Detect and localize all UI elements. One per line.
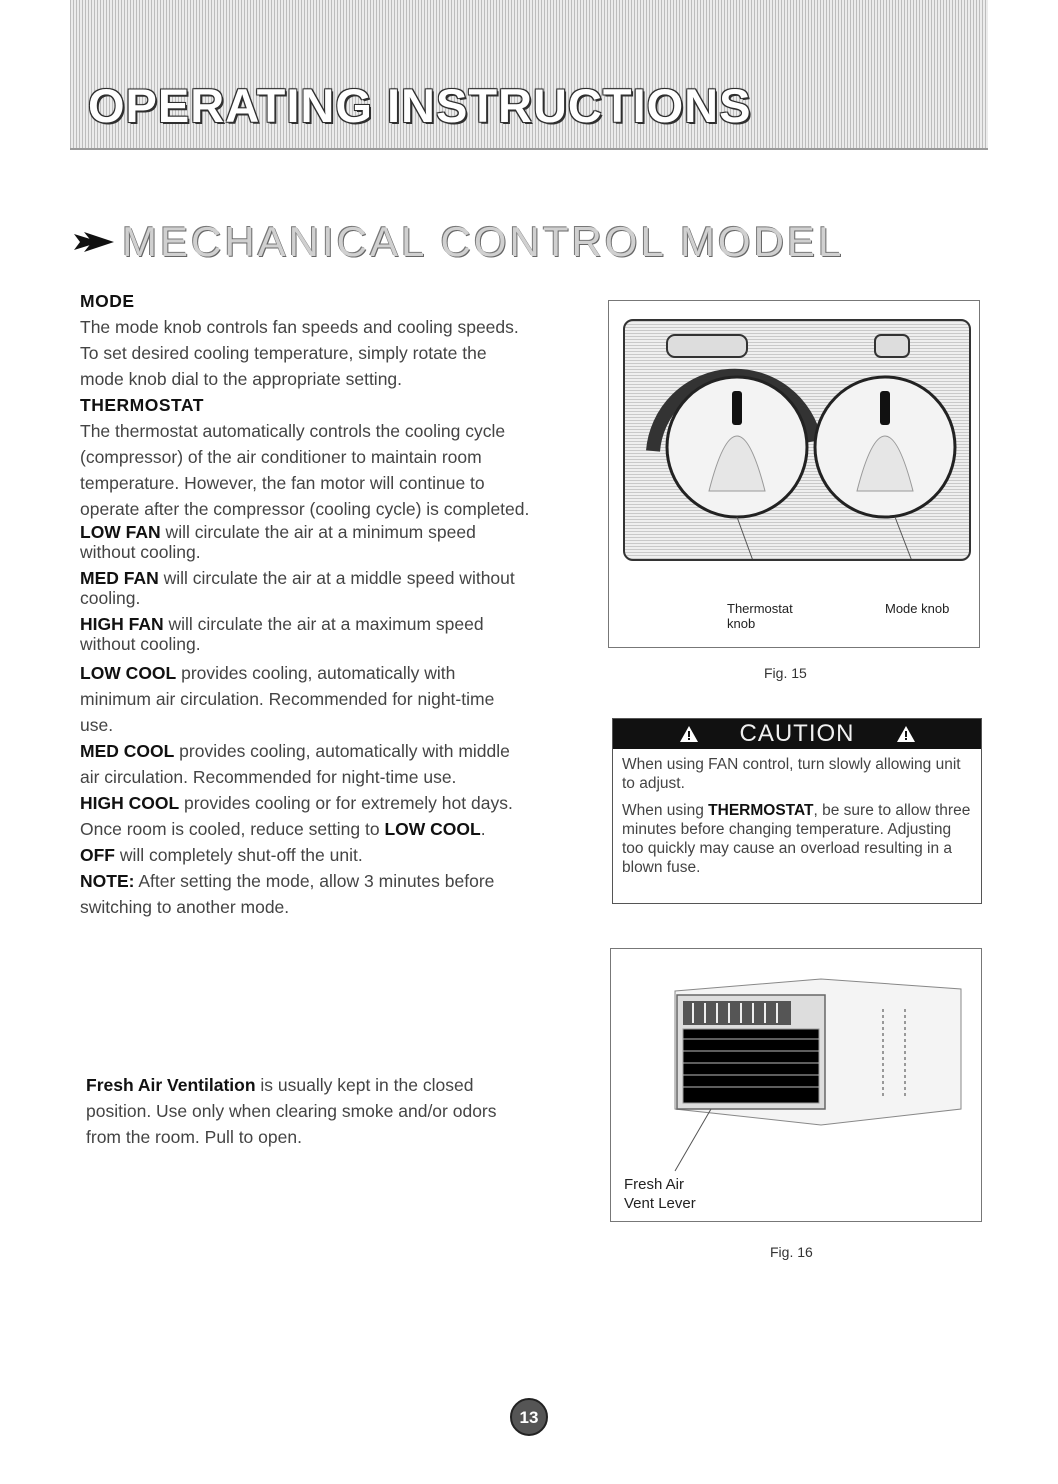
knobs-drawing xyxy=(625,321,969,559)
ac-unit-figure xyxy=(610,948,982,1222)
warning-icon xyxy=(680,726,698,742)
thermostat-text: The thermostat automatically controls the cooling cycle (compressor) of the air conditioner to maintain room temperature. However, the fan motor will continue to operate after the compressor (cooling cycle) is completed. xyxy=(80,421,530,519)
note: NOTE: After setting the mode, allow 3 minutes before switching to another mode. xyxy=(80,871,495,917)
header-banner xyxy=(70,0,988,150)
page-title: OPERATING INSTRUCTIONS xyxy=(88,79,752,132)
setting-high-cool: HIGH COOL provides cooling or for extremely hot days. Once room is cooled, reduce setting to LOW COOL. xyxy=(80,793,513,839)
thermostat-knob-label: Thermostat knob xyxy=(727,601,793,631)
caution-line-1: When using FAN control, turn slowly allowing unit to adjust. xyxy=(622,756,961,792)
mode-heading: MODE xyxy=(80,291,135,311)
setting-high-fan: HIGH FAN will circulate the air at a maximum speed without cooling. xyxy=(80,614,484,654)
section-title-text: MECHANICAL CONTROL MODEL xyxy=(122,218,845,265)
control-panel-figure xyxy=(608,300,980,648)
caution-title: CAUTION xyxy=(739,720,855,747)
fig16-caption: Fig. 16 xyxy=(770,1244,813,1260)
fresh-air-text: Fresh Air Ventilation is usually kept in the closed position. Use only when clearing smoke and/or odors from the room. Pull to open. xyxy=(86,1075,497,1147)
setting-low-fan: LOW FAN will circulate the air at a minimum speed without cooling. xyxy=(80,522,476,562)
fig15-caption: Fig. 15 xyxy=(764,665,807,681)
control-panel-illustration xyxy=(623,319,971,561)
arrow-bullet-icon xyxy=(74,230,114,254)
section-title xyxy=(74,218,844,266)
fresh-air-vent-label: Fresh Air Vent Lever xyxy=(624,1176,696,1212)
page-number: 13 xyxy=(519,1408,539,1427)
setting-med-cool: MED COOL provides cooling, automatically with middle air circulation. Recommended for night-time use. xyxy=(80,741,510,787)
instructions-column xyxy=(80,288,530,920)
mode-knob-label: Mode knob xyxy=(885,601,950,616)
caution-box xyxy=(612,718,982,904)
setting-off: OFF will completely shut-off the unit. xyxy=(80,845,363,865)
setting-med-fan: MED FAN will circulate the air at a middle speed without cooling. xyxy=(80,568,515,608)
page-number-badge xyxy=(509,1397,549,1437)
caution-text xyxy=(622,755,974,885)
thermostat-heading: THERMOSTAT xyxy=(80,395,204,415)
caution-header xyxy=(613,719,981,749)
caution-line-2: When using THERMOSTAT, be sure to allow three minutes before changing temperature. Adjusting too quickly may cause an overload resulting in a blown fuse. xyxy=(622,802,971,876)
mode-text: The mode knob controls fan speeds and cooling speeds. To set desired cooling temperature, simply rotate the mode knob dial to the appropriate setting. xyxy=(80,317,519,389)
warning-icon xyxy=(897,726,915,742)
setting-low-cool: LOW COOL provides cooling, automatically with minimum air circulation. Recommended for night-time use. xyxy=(80,663,495,735)
